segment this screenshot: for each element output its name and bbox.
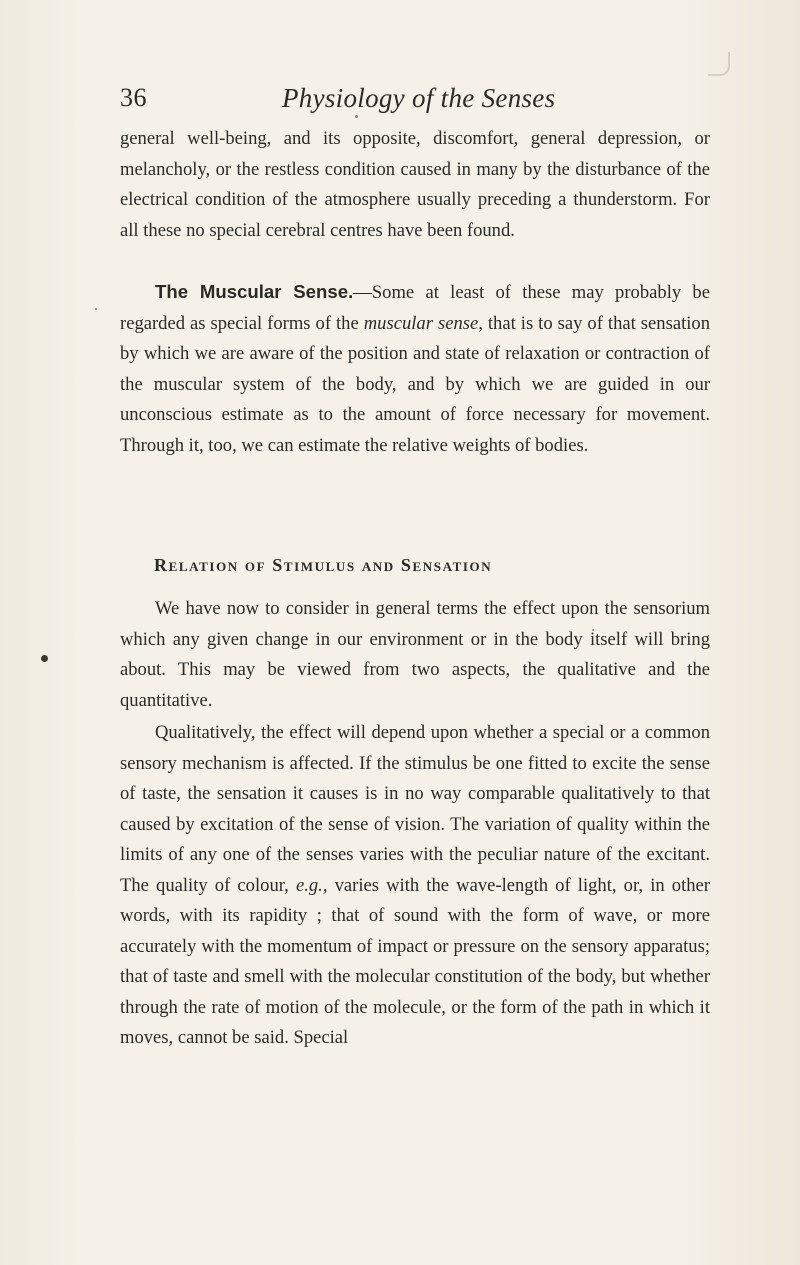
page-header	[120, 80, 720, 120]
paragraph-well-being: general well-being, and its opposite, discomfort, general depression, or melancholy, or the restless condition caused in many by the disturbance of the electrical condition of the atmosphere usually preceding a thunderstorm. For all these no special cerebral centres have been found.	[120, 128, 710, 241]
running-title: Physiology of the Senses	[282, 83, 556, 113]
italic-term: muscular sense,	[363, 312, 483, 334]
print-speck	[95, 308, 97, 310]
section-heading: Relation of Stimulus and Sensation	[154, 555, 493, 575]
paragraph-text: —Some at least of these may probably be regarded as special forms of the	[120, 282, 710, 334]
page-number: 36	[120, 83, 147, 112]
muscular-sense-heading: The Muscular Sense.	[155, 281, 354, 302]
paragraph-text: Qualitatively, the effect will depend upon whether a special or a common sensory mechanism is affected. If the stimulus be one fitted to excite the sense of taste, the sensation it causes is in no way comparable qualitatively to that caused by excitation of the sense of vision. The variation of quality within the limits of any one of the senses varies with the peculiar nature of the excitant. The quality of colour,	[120, 722, 710, 896]
paragraph-text: that is to say of that sensation by which we are aware of the position and state of relaxation or contraction of the muscular system of the body, and by which we are guided in our unconscious estimate as to the amount of force necessary for movement. Through it, too, we can estimate the relative weights of bodies.	[120, 312, 711, 456]
page-corner-stain	[708, 52, 730, 76]
margin-ink-dot	[41, 655, 48, 662]
paragraph-qualitatively	[120, 718, 710, 1054]
paragraph-text: varies with the wave-length of light, or, in other words, with its rapidity ; that of sound with the form of wave, or more accurately with the momentum of impact or pressure on the sensory apparatus; that of taste and smell with the molecular constitution of the body, but whether through the rate of motion of the molecule, or the form of the path in which it moves, cannot be said. Special	[120, 874, 710, 1048]
paragraph-general-terms: We have now to consider in general terms the effect upon the sensorium which any given change in our environment or in the body itself will bring about. This may be viewed from two aspects, the qualitative and the quantitative.	[120, 598, 710, 711]
print-speck	[355, 115, 358, 118]
paragraph-muscular-sense	[120, 277, 710, 461]
italic-abbreviation: e.g.,	[295, 874, 328, 896]
